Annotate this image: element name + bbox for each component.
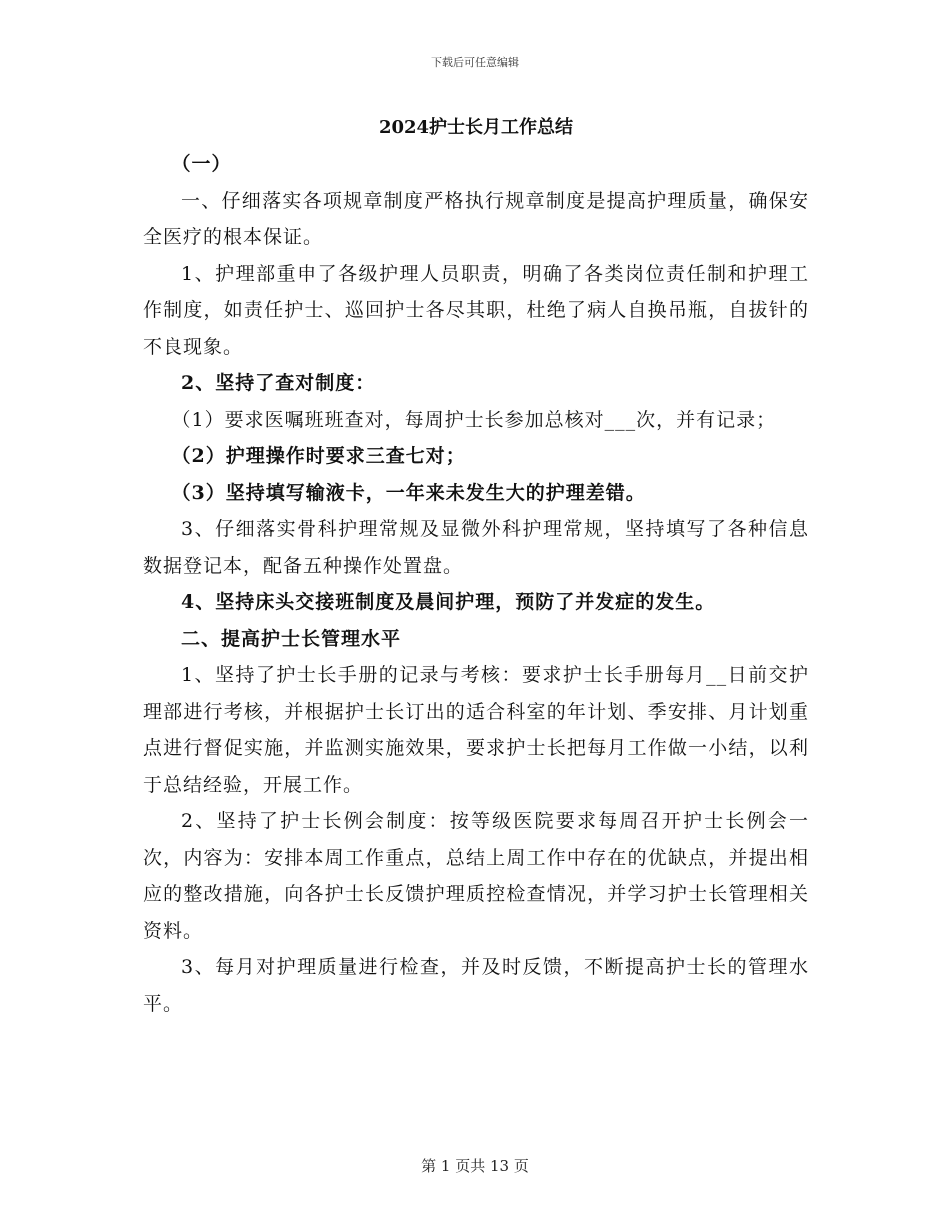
paragraph: 2、坚持了查对制度： — [181, 372, 376, 394]
document-body — [143, 110, 809, 1022]
paragraph: 2、坚持了护士长例会制度：按等级医院要求每周召开护士长例会一次，内容为：安排本周工作重点，总结上周工作中存在的优缺点，并提出相应的整改措施，向各护士长反馈护理质控检查情况，并学习护士长管理相关资料。 — [143, 810, 809, 942]
paragraph: 1、护理部重申了各级护理人员职责，明确了各类岗位责任制和护理工作制度，如责任护士、巡回护士各尽其职，杜绝了病人自换吊瓶，自拔针的不良现象。 — [143, 262, 809, 358]
paragraph: （2）护理操作时要求三查七对； — [171, 445, 466, 467]
paragraph: （1）要求医嘱班班查对，每周护士长参加总核对___次，并有记录； — [171, 408, 777, 431]
paragraph: 1、坚持了护士长手册的记录与考核：要求护士长手册每月__日前交护理部进行考核，并根据护士长订出的适合科室的年计划、季安排、月计划重点进行督促实施，并监测实施效果，要求护士长把每月工作做一小结，以利于总结经验，开展工作。 — [143, 664, 809, 796]
page-number: 第 1 页共 13 页 — [421, 1157, 529, 1175]
page-header-note: 下载后可任意编辑 — [431, 56, 519, 69]
paragraph: 4、坚持床头交接班制度及晨间护理，预防了并发症的发生。 — [181, 591, 716, 613]
paragraph: （一） — [171, 153, 232, 175]
paragraph-list — [143, 146, 809, 1022]
paragraph: （3）坚持填写输液卡，一年来未发生大的护理差错。 — [171, 481, 646, 504]
paragraph: 二、提高护士长管理水平 — [181, 627, 402, 650]
paragraph: 3、每月对护理质量进行检查，并及时反馈，不断提高护士长的管理水平。 — [143, 956, 809, 1015]
paragraph: 一、仔细落实各项规章制度严格执行规章制度是提高护理质量，确保安全医疗的根本保证。 — [143, 189, 809, 248]
paragraph: 3、仔细落实骨科护理常规及显微外科护理常规，坚持填写了各种信息数据登记本，配备五种操作处置盘。 — [143, 518, 809, 577]
document-title: 2024护士长月工作总结 — [378, 117, 574, 138]
